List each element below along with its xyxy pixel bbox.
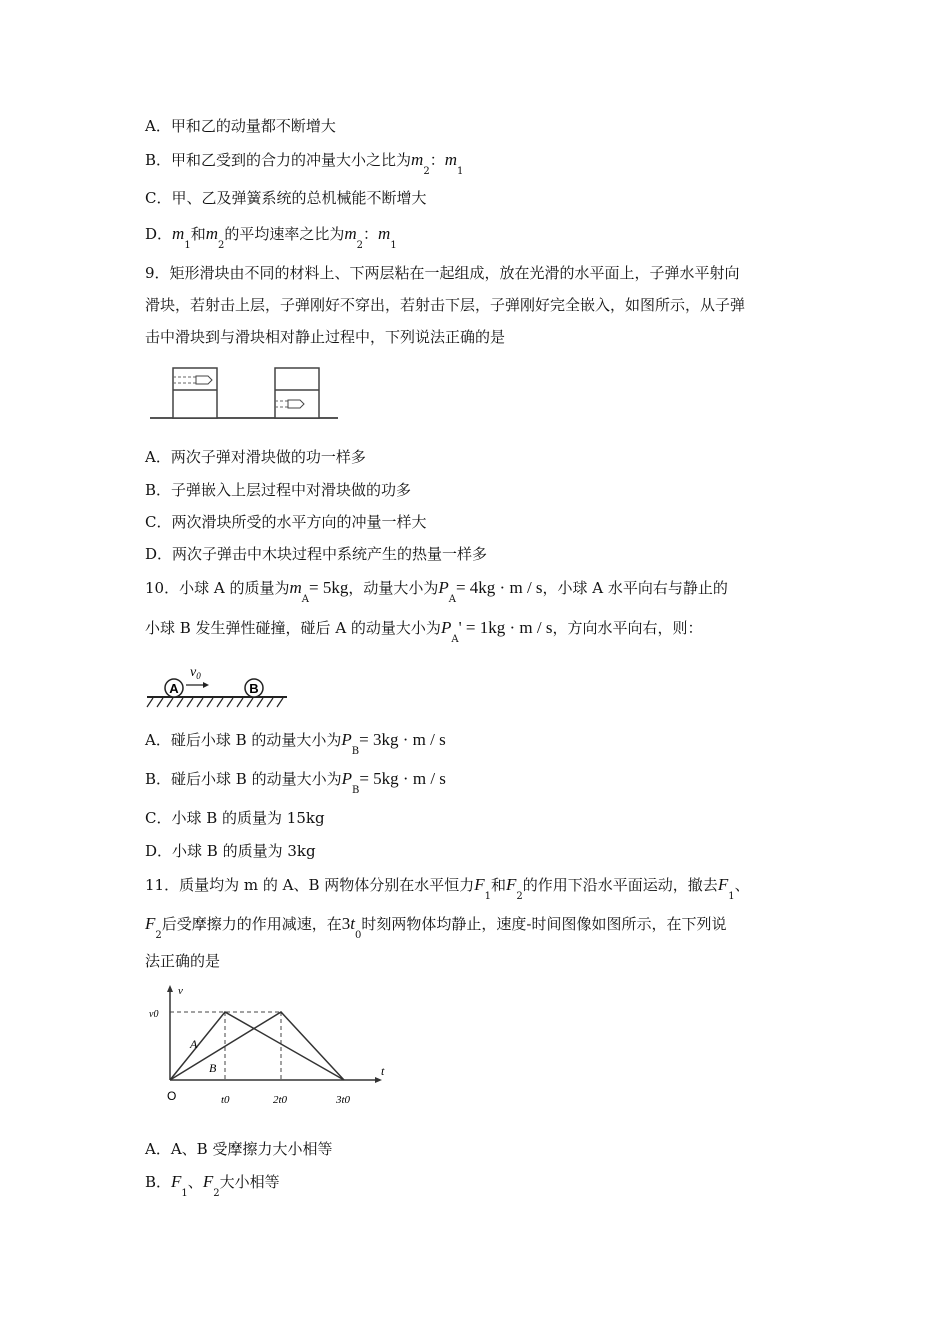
- q11-stem-line2: $F_2$后受摩擦力的作用减速，在$3t_0$时刻两物体均静止，速度-时间图像如图所示，在下列说: [145, 914, 727, 941]
- q11-option-a: A．A、B 受摩擦力大小相等: [145, 1140, 333, 1158]
- tick-t0: t0: [221, 1094, 230, 1106]
- q11-option-b: B．$F_1$、$F_2$大小相等: [145, 1172, 280, 1199]
- q10-option-b: B．碰后小球 B 的动量大小为$P_B= 5kg \cdot m / s$: [145, 769, 446, 796]
- q10-collision-figure: [143, 658, 289, 710]
- y-axis-label: v: [178, 985, 183, 997]
- q9-block-figure: [148, 360, 340, 424]
- ball-a-label: A: [169, 681, 179, 696]
- velocity-label: $v_0$: [190, 665, 201, 681]
- q10-stem-line2: 小球 B 发生弹性碰撞，碰后 A 的动量大小为$P_A' = 1kg \cdot m / s$，方向水平向右，则：: [145, 618, 703, 645]
- v0-label: v0: [149, 1009, 159, 1020]
- q8-option-b: B．甲和乙受到的合力的冲量大小之比为$m_2$：$m_1$: [145, 150, 464, 177]
- q9-option-d: D．两次子弹击中木块过程中系统产生的热量一样多: [145, 545, 488, 563]
- q10-option-a: A．碰后小球 B 的动量大小为$P_B= 3kg \cdot m / s$: [145, 730, 446, 757]
- ball-b-label: B: [249, 681, 259, 696]
- q11-stem-line1: 11．质量均为 m 的 A、B 两物体分别在水平恒力$F_1$和$F_2$的作用下沿水平面运动，撤去$F_1$、: [145, 875, 750, 902]
- line-a-label: A: [190, 1037, 198, 1051]
- q10-stem-line1: 10．小球 A 的质量为$m_A= 5kg$，动量大小为$P_A= 4kg \cdot m / s$，小球 A 水平向右与静止的: [145, 578, 728, 605]
- q9-stem-line2: 滑块，若射击上层，子弹刚好不穿出，若射击下层，子弹刚好完全嵌入，如图所示，从子弹: [145, 296, 746, 314]
- q8-option-c: C．甲、乙及弹簧系统的总机械能不断增大: [145, 189, 427, 207]
- q9-option-c: C．两次滑块所受的水平方向的冲量一样大: [145, 513, 427, 531]
- q10-option-d: D．小球 B 的质量为 3kg: [145, 842, 316, 860]
- q9-option-a: A．两次子弹对滑块做的功一样多: [145, 448, 366, 466]
- x-axis-label: t: [381, 1064, 385, 1078]
- q10-option-c: C．小球 B 的质量为 15kg: [145, 809, 325, 827]
- q11-vt-graph: [145, 982, 385, 1108]
- q8-option-d: D．$m_1$和$m_2$的平均速率之比为$m_2$：$m_1$: [145, 224, 397, 251]
- tick-3t0: 3t0: [336, 1094, 351, 1106]
- origin-label: O: [167, 1089, 177, 1103]
- q8-option-a: A．甲和乙的动量都不断增大: [145, 117, 336, 135]
- q11-stem-line3: 法正确的是: [145, 952, 221, 970]
- q9-option-b: B．子弹嵌入上层过程中对滑块做的功多: [145, 481, 412, 499]
- q9-stem-line1: 9．矩形滑块由不同的材料上、下两层粘在一起组成，放在光滑的水平面上，子弹水平射向: [145, 264, 740, 282]
- tick-2t0: 2t0: [273, 1094, 288, 1106]
- q9-stem-line3: 击中滑块到与滑块相对静止过程中，下列说法正确的是: [145, 328, 506, 346]
- line-b-label: B: [209, 1061, 217, 1075]
